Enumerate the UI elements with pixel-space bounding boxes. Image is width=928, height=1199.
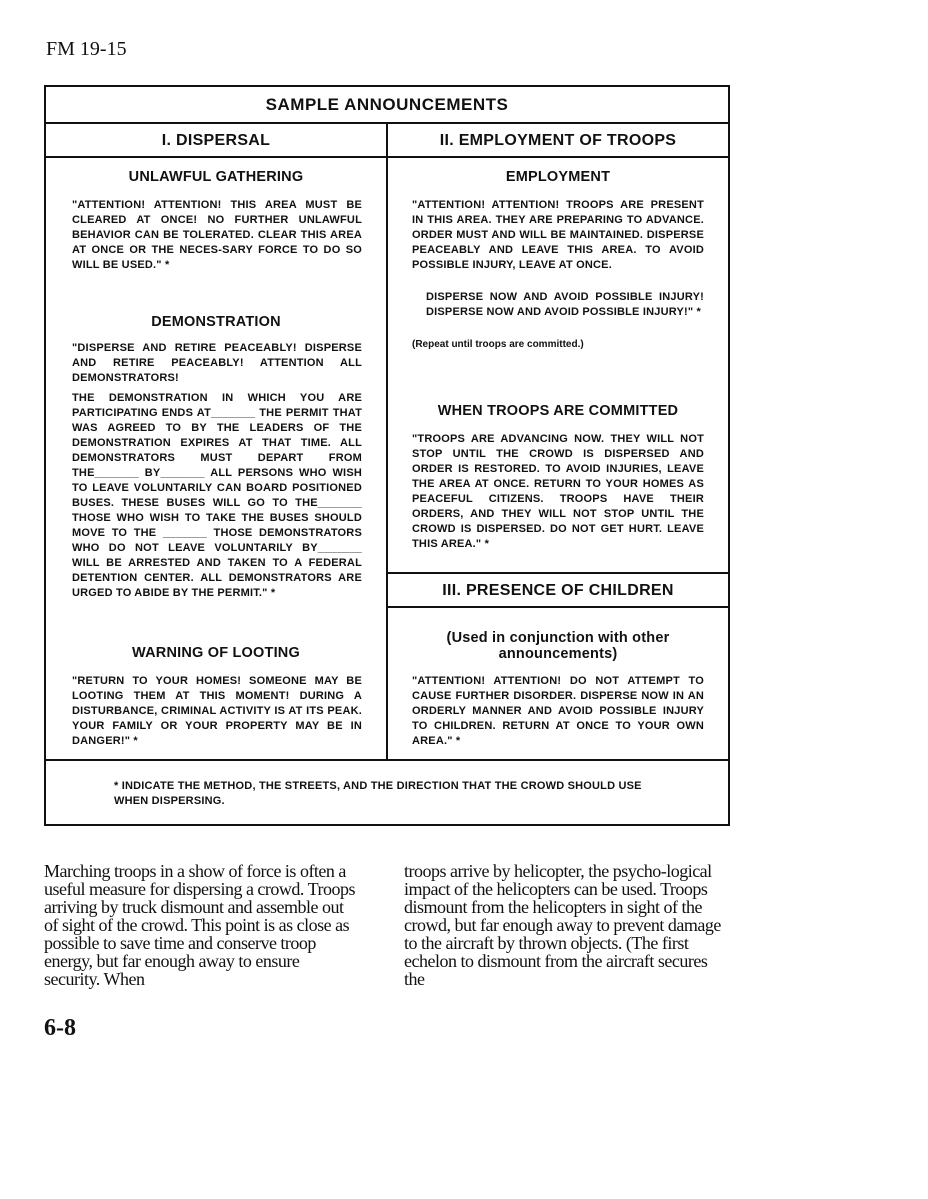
children-usage-note: (Used in conjunction with other announcements) (446, 630, 670, 662)
warning-of-looting-title: WARNING OF LOOTING (132, 645, 300, 661)
unlawful-gathering-title: UNLAWFUL GATHERING (128, 169, 304, 185)
demonstration-title: DEMONSTRATION (151, 314, 281, 330)
body-text-column-1: Marching troops in a show of force is often a useful measure for dispersing a crowd. Troops arriving by truck dismount and assemble out of sight of the crowd. This point is as close as possible to save time and conserve troop energy, but far enough away to ensure security. When (44, 861, 355, 989)
page-number: 6-8 (44, 1015, 76, 1041)
when-troops-committed-text: "TROOPS ARE ADVANCING NOW. THEY WILL NOT STOP UNTIL THE CROWD IS DISPERSED AND ORDER IS RESTORED. TO AVOID INJURIES, LEAVE THE AREA AT ONCE. RETURN TO YOUR HOMES AS PEACEFUL CITIZENS. TROOPS HAVE THEIR ORDERS, AND THEY WILL NOT STOP UNTIL THE CROWD IS DISPERSED. DO NOT GET HURT. LEAVE THIS AREA." * (412, 433, 704, 550)
section-presence-of-children: III. PRESENCE OF CHILDREN (388, 574, 728, 608)
warning-of-looting-text: "RETURN TO YOUR HOMES! SOMEONE MAY BE LOOTING THEM AT THIS MOMENT! DURING A DISTURBANCE, CRIMINAL ACTIVITY IS AT ITS PEAK. YOUR FAMILY OR YOUR PROPERTY MAY BE IN DANGER!" * (72, 675, 362, 747)
employment-text-1: "ATTENTION! ATTENTION! TROOPS ARE PRESENT IN THIS AREA. THEY ARE PREPARING TO ADVANCE. ORDER MUST AND WILL BE MAINTAINED. DISPERSE PEACEABLY AND LEAVE THIS AREA. TO AVOID POSSIBLE INJURY, LEAVE AT ONCE. (412, 199, 704, 271)
footnote-top-rule (46, 759, 728, 761)
demonstration-text-2: THE DEMONSTRATION IN WHICH YOU ARE PARTICIPATING ENDS AT_______ THE PERMIT THAT WAS AGREED TO BY THE LEADERS OF THE DEMONSTRATION EXPIRES AT THAT TIME. ALL DEMONSTRATORS MUST DEPART FROM THE_______ BY_______ ALL PERSONS WHO WISH TO LEAVE VOLUNTARILY CAN BOARD POSITIONED BUSES. THESE BUSES WILL GO TO THE_______ THOSE WHO WISH TO TAKE THE BUSES SHOULD MOVE TO THE _______ THOSE DEMONSTRATORS WHO DO NOT LEAVE VOLUNTARILY BY_______ WILL BE ARRESTED AND TAKEN TO A FEDERAL DETENTION CENTER. ALL DEMONSTRATORS ARE URGED TO ABIDE BY THE PERMIT." * (72, 392, 362, 599)
employment-note: (Repeat until troops are committed.) (412, 339, 584, 350)
unlawful-gathering-text: "ATTENTION! ATTENTION! THIS AREA MUST BE CLEARED AT ONCE! NO FURTHER UNLAWFUL BEHAVIOR CAN BE TOLERATED. CLEAR THIS AREA AT ONCE OR THE NECES-SARY FORCE TO DO SO WILL BE USED." * (72, 199, 362, 271)
employment-title: EMPLOYMENT (505, 169, 611, 185)
body-text-column-2: troops arrive by helicopter, the psycho-logical impact of the helicopters can be used. Troops dismount from the helicopters in sight of the crowd, but far enough away to prevent damage to the aircraft by thrown objects. (The first echelon to dismount from the aircraft secures the (404, 861, 721, 989)
footnote: * INDICATE THE METHOD, THE STREETS, AND THE DIRECTION THAT THE CROWD SHOULD USE WHEN DISPERSING. (114, 780, 642, 807)
when-troops-committed-title: WHEN TROOPS ARE COMMITTED (437, 403, 679, 419)
column-divider (386, 124, 388, 759)
sample-announcements-box (44, 85, 730, 826)
document-id: FM 19-15 (46, 38, 127, 60)
section-dispersal: I. DISPERSAL (46, 124, 386, 158)
employment-text-2: DISPERSE NOW AND AVOID POSSIBLE INJURY! DISPERSE NOW AND AVOID POSSIBLE INJURY!" * (426, 291, 704, 318)
demonstration-text-1: "DISPERSE AND RETIRE PEACEABLY! DISPERSE AND RETIRE PEACEABLY! ATTENTION ALL DEMONSTRATORS! (72, 342, 362, 384)
section-employment-of-troops: II. EMPLOYMENT OF TROOPS (388, 124, 728, 158)
box-title: SAMPLE ANNOUNCEMENTS (46, 87, 728, 124)
presence-of-children-text: "ATTENTION! ATTENTION! DO NOT ATTEMPT TO CAUSE FURTHER DISORDER. DISPERSE NOW IN AN ORDERLY MANNER AND AVOID POSSIBLE INJURY TO CHILDREN. RETURN AT ONCE TO YOUR OWN AREA." * (412, 675, 704, 747)
